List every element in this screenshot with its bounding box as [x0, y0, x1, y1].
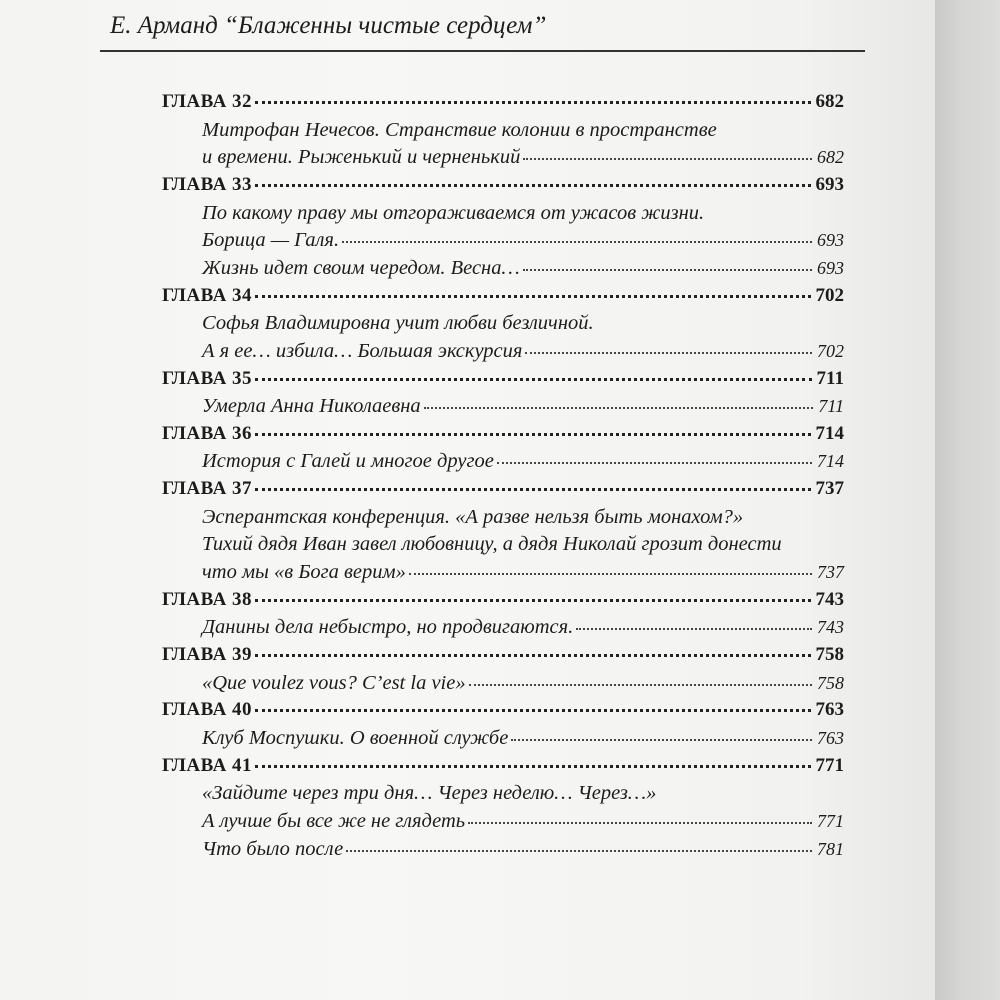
toc-description-line — [202, 503, 844, 531]
dot-leader — [255, 765, 810, 768]
chapter-heading: ГЛАВА 35 — [162, 367, 253, 389]
page-number: 711 — [818, 396, 844, 417]
page-number: 771 — [815, 754, 844, 776]
dot-leader — [255, 184, 810, 187]
toc-entry-row — [202, 835, 844, 863]
dot-leader — [576, 628, 812, 630]
toc-entry-row — [202, 558, 844, 586]
toc-entry-row — [202, 254, 844, 282]
page-number: 763 — [817, 727, 844, 748]
toc-entry-row — [202, 669, 844, 697]
page-edge-shadow — [935, 0, 1000, 1000]
section-title: Борица — Галя. — [202, 229, 340, 252]
section-title: Клуб Моспушки. О военной службе — [202, 726, 509, 749]
page-number: 758 — [817, 672, 844, 693]
page-number: 693 — [817, 257, 844, 278]
section-title: Что было после — [202, 837, 344, 860]
dot-leader — [511, 739, 812, 741]
toc-chapter-row — [162, 420, 844, 448]
page-number: 702 — [817, 340, 844, 361]
toc-description-line — [202, 779, 844, 807]
section-title: «Зайдите через три дня… Через неделю… Через…» — [202, 782, 657, 805]
dot-leader — [525, 352, 812, 354]
page-number: 737 — [817, 562, 844, 583]
dot-leader — [346, 850, 812, 852]
toc-chapter-row — [162, 586, 844, 614]
section-title: Тихий дядя Иван завел любовницу, а дядя Николай грозит донести — [202, 533, 782, 556]
chapter-heading: ГЛАВА 36 — [162, 422, 253, 444]
dot-leader — [409, 573, 812, 575]
dot-leader — [255, 488, 810, 491]
toc-entry-row — [202, 337, 844, 365]
toc-chapter-row — [162, 171, 844, 199]
section-title: А лучше бы все же не глядеть — [202, 809, 466, 832]
section-title: По какому праву мы отгораживаемся от ужасов жизни. — [202, 201, 705, 224]
dot-leader — [255, 599, 810, 602]
section-title: История с Галей и многое другое — [202, 450, 494, 473]
running-head: Е. Арманд “Блаженны чистые сердцем” — [110, 12, 547, 39]
page-number: 714 — [817, 451, 844, 472]
page-number: 682 — [815, 91, 844, 112]
section-title: Эсперантская конференция. «А разве нельзя быть монахом?» — [202, 505, 744, 528]
page-number: 758 — [815, 644, 844, 665]
toc-entry-row — [202, 392, 844, 420]
chapter-heading: ГЛАВА 34 — [162, 284, 253, 306]
page-number: 702 — [815, 284, 844, 306]
section-title: «Que voulez vous? C’est la vie» — [202, 671, 466, 694]
dot-leader — [255, 295, 810, 298]
chapter-heading: ГЛАВА 39 — [162, 644, 253, 665]
toc-chapter-row — [162, 282, 844, 310]
section-title: Данины дела небыстро, но продвигаются. — [202, 616, 574, 639]
toc-description-line — [202, 530, 844, 558]
toc-chapter-row — [162, 88, 844, 116]
toc-chapter-row — [162, 641, 844, 669]
section-title: Жизнь идет своим чередом. Весна… — [202, 256, 520, 279]
chapter-heading: ГЛАВА 37 — [162, 478, 253, 500]
dot-leader — [255, 654, 810, 657]
toc-entry-row — [202, 724, 844, 752]
chapter-heading: ГЛАВА 33 — [162, 173, 253, 195]
toc-description-line — [202, 199, 844, 227]
toc-entry-row — [202, 447, 844, 475]
dot-leader — [523, 158, 812, 160]
page-number: 682 — [817, 147, 844, 168]
header-rule — [100, 50, 865, 52]
page-number: 743 — [815, 588, 844, 610]
toc-entry-row — [202, 613, 844, 641]
dot-leader — [255, 378, 811, 381]
toc-description-line — [202, 309, 844, 337]
page-number: 711 — [816, 367, 844, 389]
chapter-heading: ГЛАВА 38 — [162, 588, 253, 610]
chapter-heading: ГЛАВА 40 — [162, 699, 253, 721]
toc-chapter-row — [162, 475, 844, 503]
toc-entry-row — [202, 807, 844, 835]
page-number: 693 — [815, 173, 844, 195]
toc-entry-row — [202, 143, 844, 171]
chapter-heading: ГЛАВА 32 — [162, 91, 253, 112]
toc-description-line — [202, 116, 844, 144]
page-number: 714 — [815, 422, 844, 444]
dot-leader — [255, 101, 810, 104]
dot-leader — [523, 269, 812, 271]
page-number: 743 — [817, 617, 844, 638]
dot-leader — [424, 407, 814, 409]
dot-leader — [342, 241, 812, 243]
dot-leader — [255, 709, 810, 712]
toc-chapter-row — [162, 365, 844, 393]
dot-leader — [255, 433, 810, 436]
section-title: и времени. Рыженький и черненький — [202, 146, 521, 169]
chapter-heading: ГЛАВА 41 — [162, 754, 253, 776]
section-title: Умерла Анна Николаевна — [202, 395, 421, 418]
section-title: Митрофан Нечесов. Странствие колонии в пространстве — [202, 118, 717, 141]
dot-leader — [497, 462, 812, 464]
toc-chapter-row — [162, 696, 844, 724]
dot-leader — [468, 822, 812, 824]
section-title: что мы «в Бога верим» — [202, 561, 406, 584]
page-number: 737 — [815, 478, 844, 500]
page-number: 781 — [817, 838, 844, 859]
section-title: А я ее… избила… Большая экскурсия — [202, 339, 523, 362]
page-number: 693 — [817, 230, 844, 251]
dot-leader — [469, 684, 812, 686]
page-number: 763 — [815, 699, 844, 721]
toc-chapter-row — [162, 752, 844, 780]
section-title: Софья Владимировна учит любви безличной. — [202, 312, 594, 335]
toc-entry-row — [202, 226, 844, 254]
page-number: 771 — [817, 810, 844, 831]
